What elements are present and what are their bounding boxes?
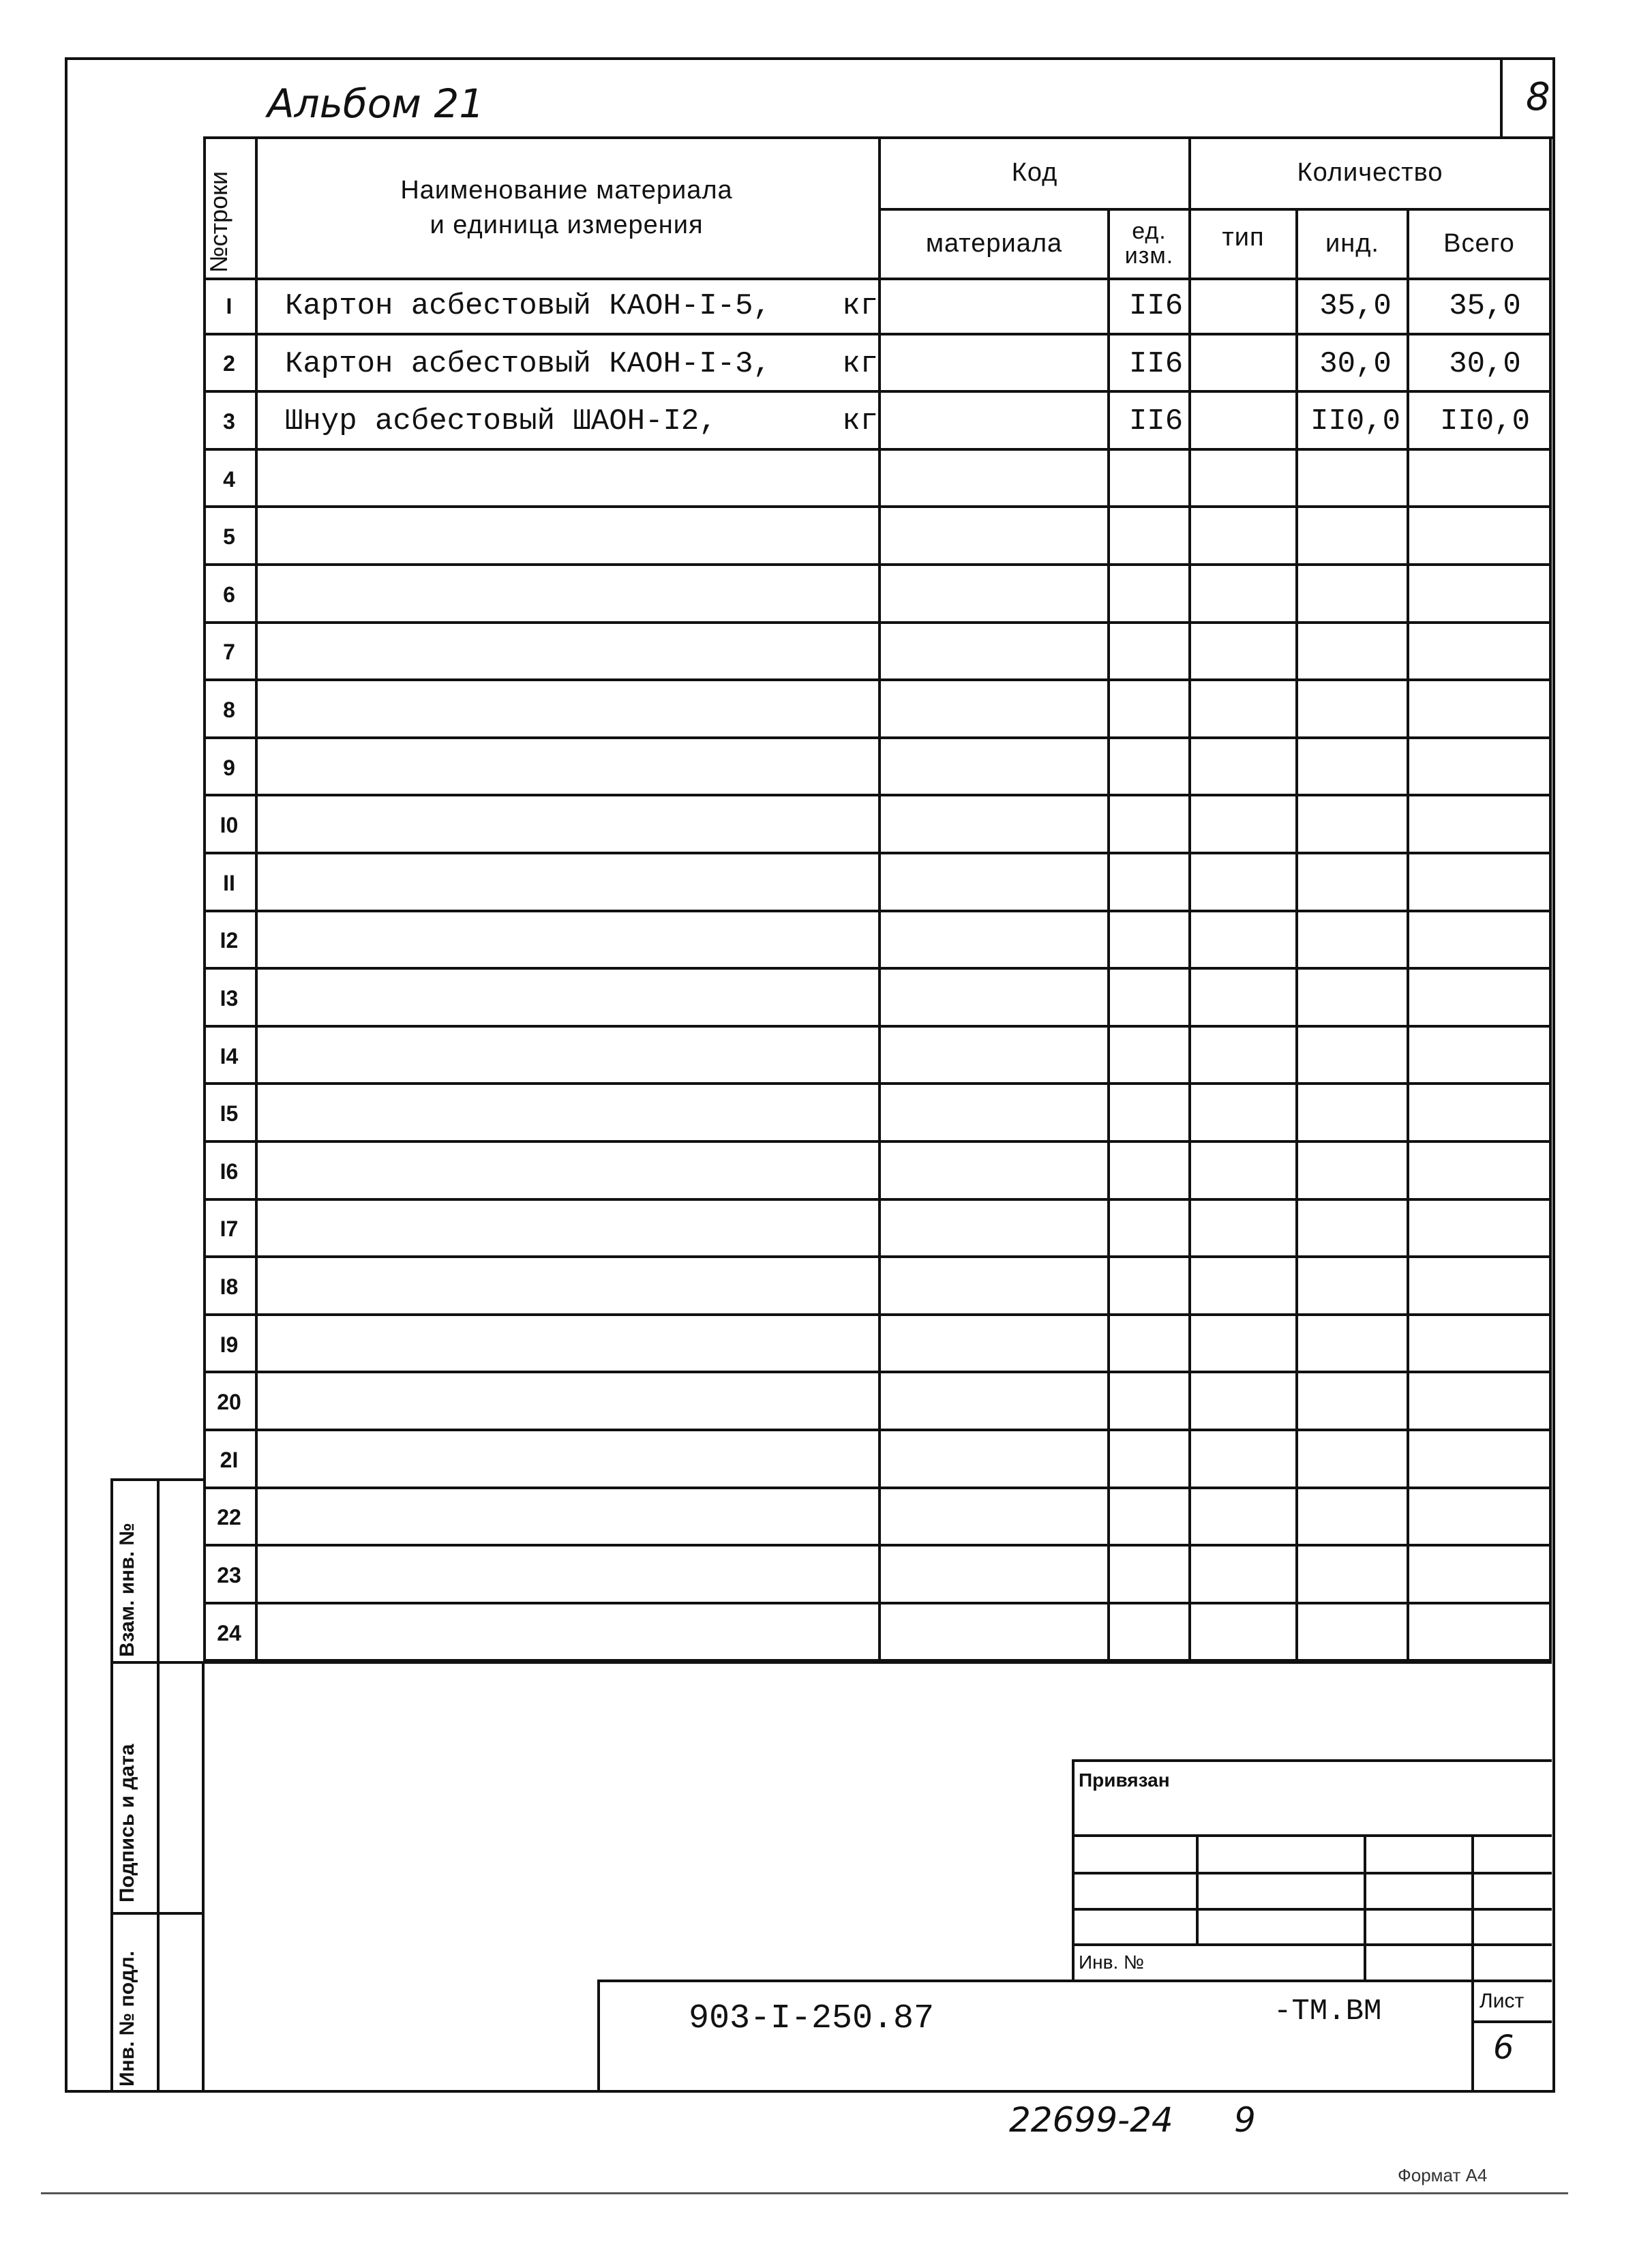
row-unit-code <box>1120 1373 1192 1431</box>
row-qty-type <box>1199 508 1301 566</box>
row-unit-code <box>1120 624 1192 682</box>
row-qty-ind: 35,0 <box>1319 289 1392 324</box>
row-unit-code <box>1120 1201 1192 1259</box>
row-qty-total <box>1420 1373 1550 1431</box>
stamp-privyazan: Привязан <box>1079 1769 1170 1791</box>
row-qty-ind <box>1304 1143 1407 1201</box>
row-material-code <box>885 1143 1103 1201</box>
row-qty-total <box>1420 912 1550 970</box>
row-qty-type <box>1199 451 1301 509</box>
row-qty-ind <box>1304 1373 1407 1431</box>
row-qty-type <box>1199 278 1301 335</box>
side-strip-sep1 <box>110 1661 1552 1664</box>
row-qty-ind <box>1304 451 1407 509</box>
row-qty-type <box>1199 1547 1301 1604</box>
row-qty-type <box>1199 1028 1301 1086</box>
list-number: 6 <box>1493 2029 1514 2067</box>
row-qty-ind <box>1304 796 1407 854</box>
row-qty-type <box>1199 1316 1301 1374</box>
row-qty-total <box>1420 1604 1550 1662</box>
row-qty-total <box>1420 796 1550 854</box>
row-qty-type <box>1199 1604 1301 1662</box>
row-material-code <box>885 1028 1103 1086</box>
row-qty-ind <box>1304 1316 1407 1374</box>
row-material-code <box>885 1547 1103 1604</box>
side-strip-mid <box>157 1480 160 2093</box>
row-unit-code <box>1120 1316 1192 1374</box>
footer-format: Формат А4 <box>1398 2165 1488 2185</box>
footer-handwritten-number: 22699-24 <box>1009 2100 1173 2140</box>
table-row <box>203 970 1550 1028</box>
row-material-code <box>885 1316 1103 1374</box>
row-number: 2 <box>223 351 235 376</box>
row-material-code <box>885 854 1103 912</box>
row-qty-ind <box>1304 854 1407 912</box>
row-unit-code <box>1120 1547 1192 1604</box>
side-label-inv-podl: Инв. № подл. <box>116 1950 138 2087</box>
table-row <box>203 624 1550 682</box>
row-unit-code <box>1120 1604 1192 1662</box>
table-row <box>203 912 1550 970</box>
row-number: I5 <box>220 1101 239 1126</box>
row-unit-code <box>1120 1143 1192 1201</box>
header-name-col <box>258 157 875 259</box>
table-row <box>203 451 1550 509</box>
header-name-line2: и единица измерения <box>430 211 704 239</box>
row-material-code <box>885 393 1103 451</box>
row-unit-code: II6 <box>1128 346 1184 381</box>
row-unit <box>837 1201 878 1259</box>
row-number: I9 <box>220 1332 239 1357</box>
header-qty-ind: инд. <box>1325 229 1379 258</box>
row-qty-total <box>1420 1547 1550 1604</box>
row-unit <box>837 1258 878 1316</box>
header-row-no: №строки <box>205 170 232 273</box>
stamp-inv-no: Инв. № <box>1079 1952 1145 1973</box>
row-number: 3 <box>223 408 235 434</box>
table-row <box>203 1489 1550 1547</box>
doc-code-top <box>597 1980 1552 1982</box>
row-qty-type <box>1199 739 1301 797</box>
stamp-col3 <box>1471 1834 1474 2093</box>
row-unit <box>837 624 878 682</box>
row-number: I0 <box>220 813 239 838</box>
row-qty-ind <box>1304 970 1407 1028</box>
row-material-code <box>885 796 1103 854</box>
row-number: 5 <box>223 524 235 550</box>
row-qty-ind <box>1304 1547 1407 1604</box>
row-material-code <box>885 1604 1103 1662</box>
row-number: 4 <box>223 466 235 492</box>
footer-handwritten-digit: 9 <box>1234 2100 1256 2140</box>
table-row <box>203 854 1550 912</box>
row-qty-ind <box>1304 508 1407 566</box>
row-qty-type <box>1199 1431 1301 1489</box>
row-unit <box>837 1085 878 1143</box>
row-qty-total <box>1420 508 1550 566</box>
row-unit <box>837 1143 878 1201</box>
row-qty-type <box>1199 1201 1301 1259</box>
row-qty-total <box>1420 1489 1550 1547</box>
row-unit-code <box>1120 1028 1192 1086</box>
row-material-code <box>885 739 1103 797</box>
row-qty-total: II0,0 <box>1439 404 1531 439</box>
row-qty-total <box>1420 451 1550 509</box>
row-number: 23 <box>217 1562 241 1587</box>
row-qty-type <box>1199 624 1301 682</box>
table-row <box>203 1143 1550 1201</box>
row-qty-ind: 30,0 <box>1319 346 1392 381</box>
table-row <box>203 1547 1550 1604</box>
row-unit: кг <box>842 404 878 439</box>
table-row <box>203 681 1550 739</box>
header-qty-total: Всего <box>1443 229 1515 258</box>
row-qty-total <box>1420 1431 1550 1489</box>
row-number: I8 <box>220 1274 239 1299</box>
row-unit-code <box>1120 451 1192 509</box>
row-number: I <box>226 293 232 318</box>
table-row <box>203 1604 1550 1662</box>
side-strip-top <box>110 1478 203 1481</box>
side-strip-left <box>110 1480 113 2093</box>
table-row <box>203 566 1550 624</box>
row-material-code <box>885 1489 1103 1547</box>
header-name-line1: Наименование материала <box>400 175 733 205</box>
row-qty-total <box>1420 681 1550 739</box>
row-material-code <box>885 1373 1103 1431</box>
row-unit-code <box>1120 1431 1192 1489</box>
row-qty-type <box>1199 1489 1301 1547</box>
row-unit: кг <box>842 289 878 324</box>
header-code-unit: ед. изм. <box>1124 218 1174 269</box>
side-label-podpis: Подпись и дата <box>116 1744 138 1902</box>
row-qty-ind <box>1304 1431 1407 1489</box>
row-qty-ind <box>1304 1028 1407 1086</box>
row-qty-total <box>1420 854 1550 912</box>
row-qty-type <box>1199 335 1301 393</box>
row-unit-code <box>1120 508 1192 566</box>
row-unit-code <box>1120 739 1192 797</box>
row-number: I6 <box>220 1159 239 1184</box>
row-qty-ind <box>1304 566 1407 624</box>
row-unit-code <box>1120 566 1192 624</box>
row-qty-type <box>1199 1258 1301 1316</box>
row-qty-type <box>1199 912 1301 970</box>
side-strip-right <box>202 1661 205 2093</box>
row-number: 8 <box>223 697 235 722</box>
side-label-vzam: Взам. инв. № <box>116 1523 138 1657</box>
table-row <box>203 1316 1550 1374</box>
row-qty-ind: II0,0 <box>1310 404 1401 439</box>
table-row <box>203 739 1550 797</box>
row-unit <box>837 970 878 1028</box>
album-label: Альбом 21 <box>267 80 485 127</box>
row-qty-total <box>1420 1316 1550 1374</box>
row-unit <box>837 912 878 970</box>
row-qty-total <box>1420 739 1550 797</box>
row-qty-ind <box>1304 681 1407 739</box>
row-material-code <box>885 1085 1103 1143</box>
row-qty-type <box>1199 393 1301 451</box>
row-qty-total <box>1420 1028 1550 1086</box>
row-unit <box>837 1373 878 1431</box>
row-name: Шнур асбестовый ШАОН-I2, <box>285 404 717 439</box>
row-qty-ind <box>1304 1085 1407 1143</box>
row-unit <box>837 508 878 566</box>
row-number: 2I <box>220 1447 239 1472</box>
footer-rule <box>41 2192 1568 2194</box>
row-unit <box>837 739 878 797</box>
row-number: I2 <box>220 928 239 953</box>
row-qty-ind <box>1304 1489 1407 1547</box>
stamp-line1 <box>1072 1834 1552 1837</box>
header-qty-type: тип <box>1222 223 1265 252</box>
row-number: 24 <box>217 1620 241 1645</box>
stamp-block <box>1072 1759 1552 2093</box>
row-qty-total <box>1420 970 1550 1028</box>
row-name: Картон асбестовый КАОН-I-3, <box>285 346 771 381</box>
row-qty-type <box>1199 1373 1301 1431</box>
row-unit <box>837 1028 878 1086</box>
row-unit-code <box>1120 681 1192 739</box>
row-qty-type <box>1199 970 1301 1028</box>
stamp-left <box>1072 1759 1075 1982</box>
table-row <box>203 1085 1550 1143</box>
row-unit-code <box>1120 1085 1192 1143</box>
row-material-code <box>885 508 1103 566</box>
stamp-line4 <box>1072 1943 1552 1946</box>
doc-code-left <box>597 1980 600 2093</box>
stamp-top <box>1072 1759 1552 1762</box>
header-code-material: материала <box>925 229 1063 258</box>
row-unit-code: II6 <box>1128 404 1184 439</box>
row-number: 7 <box>223 640 235 665</box>
row-unit <box>837 566 878 624</box>
row-number: 22 <box>217 1505 241 1530</box>
row-unit <box>837 1547 878 1604</box>
table-row <box>203 393 1550 451</box>
row-unit <box>837 1431 878 1489</box>
row-material-code <box>885 681 1103 739</box>
row-qty-type <box>1199 796 1301 854</box>
list-sep <box>1471 2020 1552 2023</box>
header-qty-group: Количество <box>1297 158 1443 188</box>
row-material-code <box>885 624 1103 682</box>
row-unit <box>837 1316 878 1374</box>
row-number: 9 <box>223 755 235 780</box>
row-qty-type <box>1199 681 1301 739</box>
row-qty-total <box>1420 1085 1550 1143</box>
row-qty-ind <box>1304 624 1407 682</box>
side-strip-sep2 <box>110 1912 203 1915</box>
row-material-code <box>885 335 1103 393</box>
row-unit-code <box>1120 1489 1192 1547</box>
row-qty-ind <box>1304 1258 1407 1316</box>
row-qty-type <box>1199 854 1301 912</box>
doc-code: 903-I-250.87 <box>689 1999 935 2038</box>
row-number: I4 <box>220 1043 239 1069</box>
table-row <box>203 796 1550 854</box>
row-material-code <box>885 1201 1103 1259</box>
row-unit <box>837 681 878 739</box>
stamp-col2 <box>1364 1834 1366 1982</box>
row-qty-total <box>1420 1258 1550 1316</box>
row-unit-code <box>1120 854 1192 912</box>
row-number: I7 <box>220 1216 239 1242</box>
row-qty-total <box>1420 1201 1550 1259</box>
row-qty-total <box>1420 624 1550 682</box>
row-qty-type <box>1199 1085 1301 1143</box>
row-qty-type <box>1199 566 1301 624</box>
row-unit-code <box>1120 1258 1192 1316</box>
row-material-code <box>885 1431 1103 1489</box>
table-row <box>203 278 1550 335</box>
row-material-code <box>885 278 1103 335</box>
table-row <box>203 335 1550 393</box>
row-qty-total: 35,0 <box>1449 289 1521 324</box>
row-unit: кг <box>842 346 878 381</box>
table-row <box>203 508 1550 566</box>
row-material-code <box>885 1258 1103 1316</box>
list-label: Лист <box>1480 1990 1525 2012</box>
row-unit <box>837 854 878 912</box>
row-qty-total: 30,0 <box>1449 346 1521 381</box>
table-row <box>203 1028 1550 1086</box>
row-material-code <box>885 566 1103 624</box>
doc-suffix: -ТМ.ВМ <box>1274 1995 1382 2029</box>
row-material-code <box>885 912 1103 970</box>
row-unit <box>837 796 878 854</box>
row-number: 20 <box>217 1390 241 1415</box>
row-unit-code <box>1120 912 1192 970</box>
row-unit <box>837 451 878 509</box>
row-unit <box>837 1604 878 1662</box>
row-name: Картон асбестовый КАОН-I-5, <box>285 289 771 324</box>
page-number-box <box>1500 57 1503 139</box>
header-code-group: Код <box>1011 158 1058 188</box>
table-row <box>203 1258 1550 1316</box>
row-qty-ind <box>1304 739 1407 797</box>
row-number: 6 <box>223 582 235 607</box>
row-unit-code <box>1120 970 1192 1028</box>
stamp-line3 <box>1072 1908 1552 1911</box>
row-unit-code <box>1120 796 1192 854</box>
row-unit-code: II6 <box>1128 289 1184 324</box>
stamp-col1 <box>1196 1834 1199 1943</box>
row-unit <box>837 1489 878 1547</box>
row-material-code <box>885 970 1103 1028</box>
row-qty-total <box>1420 1143 1550 1201</box>
row-number: I3 <box>220 985 239 1011</box>
table-row <box>203 1373 1550 1431</box>
table-row <box>203 1431 1550 1489</box>
row-number: II <box>223 870 235 895</box>
table-row <box>203 1201 1550 1259</box>
row-qty-ind <box>1304 1604 1407 1662</box>
page-number-top: 8 <box>1526 75 1550 119</box>
row-qty-type <box>1199 1143 1301 1201</box>
row-qty-ind <box>1304 912 1407 970</box>
row-material-code <box>885 451 1103 509</box>
stamp-line2 <box>1072 1872 1552 1875</box>
row-qty-ind <box>1304 1201 1407 1259</box>
row-qty-total <box>1420 566 1550 624</box>
